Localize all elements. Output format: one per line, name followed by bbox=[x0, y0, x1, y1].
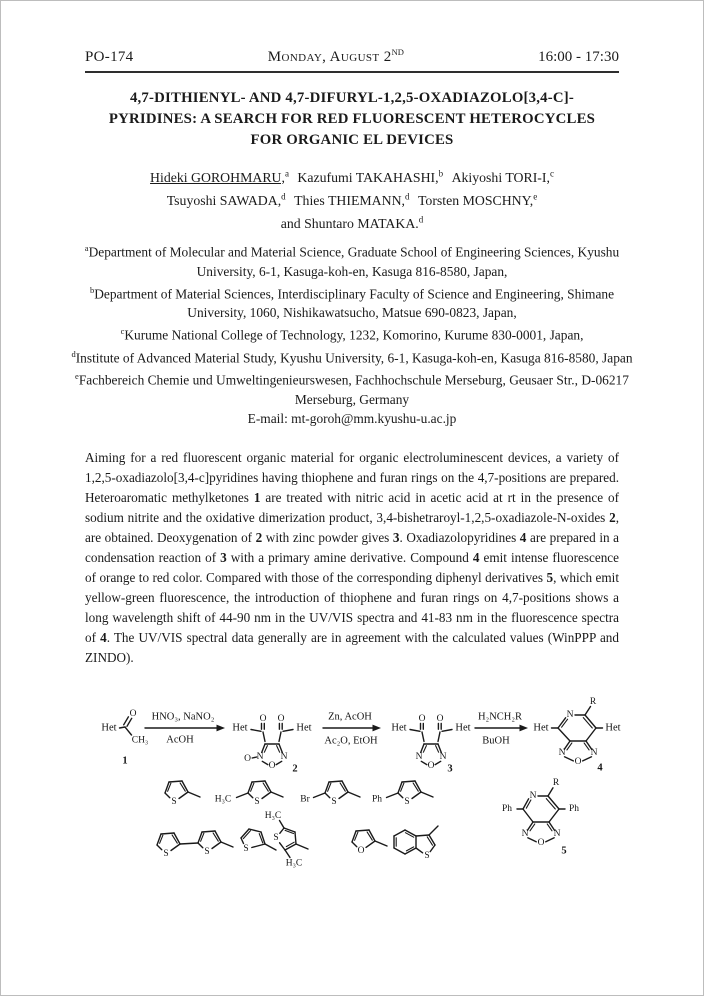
title-line-2: PYRIDINES: A SEARCH FOR RED FLUORESCENT HETEROCYCLES bbox=[108, 111, 596, 127]
reaction-arrow-3 bbox=[475, 711, 528, 746]
het-label: Het bbox=[101, 722, 117, 734]
email-line: E-mail: mt-goroh@mm.kyushu-u.ac.jp bbox=[247, 410, 457, 426]
oxygen-label: O bbox=[129, 708, 137, 719]
compound-ref: 3 bbox=[392, 529, 400, 545]
methyl-label: H₃C bbox=[264, 810, 282, 821]
author: and Shuntaro MATAKA.$^d$ bbox=[280, 214, 424, 231]
heteroaryl-benzothienyl bbox=[394, 826, 438, 861]
session-date bbox=[268, 47, 404, 66]
compound-2-structure bbox=[232, 714, 311, 775]
reaction-arrow-1 bbox=[145, 711, 225, 745]
phenyl-label: Ph bbox=[501, 803, 513, 814]
compound-ref: 2 bbox=[609, 509, 616, 525]
oxygen-label: O bbox=[418, 713, 426, 724]
nitrogen-label: N bbox=[529, 790, 537, 801]
author: Hideki GOROHMARU,$^a$ bbox=[150, 168, 289, 185]
compound-number-2: 2 bbox=[292, 763, 298, 775]
header-rule bbox=[85, 71, 619, 73]
paper-title bbox=[57, 88, 647, 151]
affiliation: $^c$Kurume National College of Technology, 1232, Komorino, Kurume 830-0001, Japan, bbox=[120, 326, 584, 343]
sulfur-label: S bbox=[163, 848, 169, 859]
nitrogen-label: N bbox=[553, 828, 561, 839]
het-label: Het bbox=[533, 722, 549, 734]
compound-ref: 3 bbox=[220, 549, 227, 565]
compound-3-structure bbox=[391, 714, 470, 775]
title-line-1: 4,7-DITHIENYL- AND 4,7-DIFURYL-1,2,5-OXADIAZOLO[3,4-C]- bbox=[129, 90, 575, 106]
reagents-below-2: Ac₂O, EtOH bbox=[324, 735, 378, 747]
nitrogen-label: N bbox=[280, 751, 288, 762]
reagents-above-1: HNO₃, NaNO₂ bbox=[151, 711, 215, 723]
nitrogen-label: N bbox=[256, 751, 264, 762]
author: Akiyoshi TORI-I,$^c$ bbox=[451, 168, 554, 185]
compound-number-5: 5 bbox=[561, 845, 567, 857]
affiliation: $^a$Department of Molecular and Material Science, Graduate School of Engineering Sciences, Kyushu University, 6-1, Kasuga-koh-en, Kasuga 816-8580, Japan, bbox=[84, 243, 620, 279]
compound-1-structure bbox=[101, 709, 148, 767]
compound-number-3: 3 bbox=[447, 763, 453, 775]
heteroaryl-3-thienyl bbox=[241, 829, 279, 854]
abstract-text: Aiming for a red fluorescent organic material for organic electroluminescent devices, a variety of 1,2,5-oxadiazolo[3,4-c]pyridines having thiophene and furan rings on the 4,7-positions are prepared. Heteroaromatic methylketones 1 are treated with nitric acid in acetic acid at rt in the presence of sodium nitrite and the oxidative dimerization product, 3,4-bishetraroyl-1,2,5-oxadiazole-N-oxides 2, are obtained. Deoxygenation of 2 with zinc powder gives 3. Oxadiazolopyridines 4 are prepared in a condensation reaction of 3 with a primary amine derivative. Compound 4 emit intense fluorescence of orange to red color. Compared with those of the corresponding diphenyl derivatives 5, which emit yellow-green fluorescence, the introduction of thiophene and furan rings on 4,7-positions shows a long wavelength shift of 44-90 nm in the UV/VIS spectra and 41-83 nm in the fluorescence spectra of 4. The UV/VIS spectral data generally are in agreement with the calculated values (WinPPP and ZINDO). bbox=[85, 449, 620, 665]
reagents-above-2: Zn, AcOH bbox=[328, 711, 372, 723]
session-date-suffix: ND bbox=[391, 47, 404, 57]
oxygen-label: O bbox=[259, 713, 267, 724]
heteroaryl-dimethylthienyl bbox=[265, 811, 308, 869]
author: Kazufumi TAKAHASHI,$^b$ bbox=[297, 168, 444, 185]
affiliation: $^b$Department of Material Sciences, Interdisciplinary Faculty of Science and Engineering, Shimane University, 1060, Nishikawatsucho, Matsue 690-0823, Japan, bbox=[89, 284, 615, 321]
affiliation: $^d$Institute of Advanced Material Study, Kyushu University, 6-1, Kasuga-koh-en, Kasuga 816-8580, Japan bbox=[71, 348, 633, 366]
compound-5-structure bbox=[502, 778, 579, 857]
nitrogen-label: N bbox=[439, 751, 447, 762]
nitrogen-label: N bbox=[415, 751, 423, 762]
sulfur-label: S bbox=[243, 843, 249, 854]
sulfur-label: S bbox=[331, 796, 337, 807]
nitrogen-label: N bbox=[566, 709, 574, 720]
sulfur-label: S bbox=[171, 796, 177, 807]
author: Thies THIEMANN,$^d$ bbox=[294, 191, 410, 208]
het-label: Het bbox=[391, 722, 407, 734]
n-oxide-oxygen-label: O bbox=[244, 753, 251, 764]
sulfur-label: S bbox=[424, 850, 430, 861]
sulfur-label: S bbox=[254, 796, 260, 807]
author: Tsuyoshi SAWADA,$^d$ bbox=[166, 191, 286, 208]
oxygen-label: O bbox=[436, 713, 444, 724]
author: Torsten MOSCHNY,$^e$ bbox=[417, 191, 538, 208]
oxygen-label: O bbox=[574, 756, 582, 767]
compound-ref: 5 bbox=[546, 569, 554, 585]
reagents-above-3: H₂NCH₂R bbox=[477, 711, 523, 723]
heteroaryl-bithienyl bbox=[157, 831, 233, 859]
compound-number-1: 1 bbox=[122, 755, 128, 767]
affiliation: $^e$Fachbereich Chemie und Umweltingenieurswesen, Fachhochschule Merseburg, Geusaer Str., D-06217 Merseburg, Germany bbox=[75, 371, 629, 407]
heteroaryl-5-methyl-2-thienyl bbox=[215, 781, 283, 807]
r-group-label: R bbox=[552, 777, 560, 788]
phenyl-label: Ph bbox=[371, 794, 383, 805]
compound-4-structure bbox=[533, 697, 620, 774]
reaction-scheme bbox=[73, 686, 633, 886]
reagents-below-3: BuOH bbox=[482, 735, 510, 747]
oxygen-label: O bbox=[357, 845, 365, 856]
oxygen-label: O bbox=[268, 760, 276, 771]
phenyl-label: Ph bbox=[568, 803, 580, 814]
methyl-label: H₃C bbox=[285, 858, 303, 869]
methyl-label: CH₃ bbox=[131, 735, 149, 746]
author-line bbox=[1, 210, 703, 233]
affiliation-list bbox=[71, 239, 633, 427]
session-header bbox=[85, 47, 619, 66]
reaction-arrow-2 bbox=[323, 711, 381, 746]
heteroaryl-2-thienyl bbox=[165, 781, 200, 807]
het-label: Het bbox=[232, 722, 248, 734]
r-group-label: R bbox=[589, 696, 597, 707]
compound-ref: 4 bbox=[519, 529, 527, 545]
heteroaryl-2-furyl bbox=[352, 830, 387, 856]
nitrogen-label: N bbox=[521, 828, 529, 839]
author-line bbox=[1, 187, 703, 210]
methyl-label: H₃C bbox=[214, 794, 232, 805]
author-line bbox=[1, 164, 703, 187]
sulfur-label: S bbox=[273, 832, 279, 843]
compound-ref: 4 bbox=[100, 629, 107, 645]
bromo-label: Br bbox=[300, 794, 310, 805]
het-label: Het bbox=[605, 722, 621, 734]
compound-ref: 2 bbox=[255, 529, 263, 545]
session-date-text: Monday, August 2 bbox=[267, 49, 392, 65]
compound-number-4: 4 bbox=[597, 762, 603, 774]
heteroaryl-5-phenyl-2-thienyl bbox=[372, 781, 433, 807]
nitrogen-label: N bbox=[558, 747, 566, 758]
heteroaryl-5-bromo-2-thienyl bbox=[300, 781, 360, 807]
title-line-3: FOR ORGANIC EL DEVICES bbox=[250, 132, 454, 148]
sulfur-label: S bbox=[204, 846, 210, 857]
compound-ref: 4 bbox=[472, 549, 480, 565]
oxygen-label: O bbox=[427, 760, 435, 771]
het-label: Het bbox=[296, 722, 312, 734]
author-list bbox=[1, 164, 703, 233]
reagents-below-1: AcOH bbox=[166, 734, 194, 746]
oxygen-label: O bbox=[277, 713, 285, 724]
sulfur-label: S bbox=[404, 796, 410, 807]
oxygen-label: O bbox=[537, 837, 545, 848]
session-time: 16:00 - 17:30 bbox=[538, 49, 619, 65]
session-code: PO-174 bbox=[85, 49, 134, 65]
het-label: Het bbox=[455, 722, 471, 734]
nitrogen-label: N bbox=[590, 747, 598, 758]
compound-ref: 1 bbox=[253, 489, 261, 505]
